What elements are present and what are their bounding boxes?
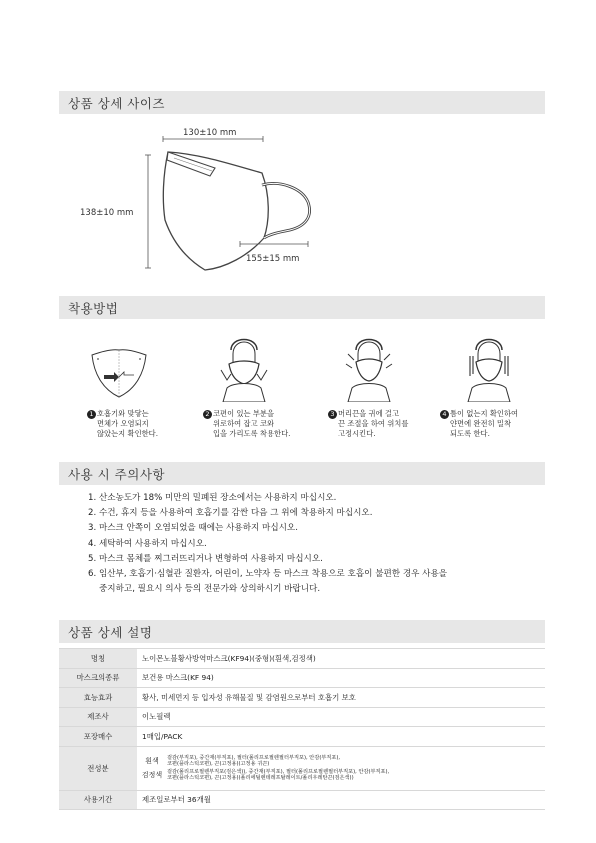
name-value: 노이몬노블황사방역마스크(KF94)(중형)(흰색,검정색)	[137, 649, 545, 669]
step-4-line-1: 틈이 없는지 확인하여	[450, 409, 519, 418]
height-dimension: 138±10 mm	[80, 208, 134, 218]
step-2	[203, 409, 313, 439]
table-row	[59, 649, 545, 669]
size-section-header	[59, 91, 545, 114]
caution-section-title: 사용 시 주의사항	[68, 467, 165, 482]
type-label: 마스크의종류	[59, 668, 137, 688]
detail-section-title: 상품 상세 설명	[68, 625, 153, 640]
step-2-line-2: 위로하여 잡고 코와	[213, 419, 275, 428]
caution-item: 5. 마스크 몸체를 찌그러뜨리거나 변형하여 사용하지 마십시오.	[88, 553, 323, 564]
step-2-line-3: 입을 가리도록 착용한다.	[213, 429, 291, 438]
step-1-line-1: 호흡기와 맞닿는	[97, 409, 149, 418]
black-material-line-2: 코편(플라스틱코편), 끈(고정용)(폴리에틸렌테레프탈레이트/폴리우레탄끈(검은색))	[167, 774, 354, 781]
black-material-line-1: 겉감(폴리프로필렌부직포(검은색)), 중간재(부직포), 필터(폴리프로필렌필터부직포), 안감(부직포),	[167, 768, 390, 775]
type-value: 보건용 마스크(KF 94)	[137, 668, 545, 688]
step-4-line-3: 되도록 한다.	[450, 429, 490, 438]
width-dimension: 130±10 mm	[183, 128, 237, 138]
mask-size-diagram	[130, 130, 350, 280]
caution-item: 6. 임산부, 호흡기·심혈관 질환자, 어린이, 노약자 등 마스크 착용으로 호흡이 불편한 경우 사용을	[88, 569, 448, 580]
detail-section-header	[59, 620, 545, 643]
table-row	[59, 790, 545, 810]
step2-illustration	[213, 330, 275, 402]
step-4-line-2: 얀면에 완전히 밀착	[450, 419, 512, 428]
step-2-line-1: 코편이 있는 부분을	[213, 409, 275, 418]
material-white	[137, 755, 545, 768]
material-value	[137, 746, 545, 790]
material-label: 전성분	[59, 746, 137, 790]
material-black	[137, 769, 545, 782]
table-row	[59, 707, 545, 727]
table-row	[59, 688, 545, 708]
step-3	[328, 409, 438, 439]
step-4	[440, 409, 550, 439]
caution-section-header	[59, 462, 545, 485]
pack-value: 1매입/PACK	[137, 727, 545, 747]
step-3-line-1: 머리끈을 귀에 걸고	[338, 409, 400, 418]
step-1-number: 1	[87, 410, 96, 419]
table-row	[59, 746, 545, 790]
caution-item: 2. 수건, 휴지 등을 사용하여 호흡기를 감싼 다음 그 위에 착용하지 마십시오.	[88, 508, 373, 519]
step-2-number: 2	[203, 410, 212, 419]
usage-section-header	[59, 296, 545, 319]
table-row	[59, 727, 545, 747]
maker-label: 제조사	[59, 707, 137, 727]
table-row	[59, 668, 545, 688]
step-3-line-2: 끈 조절을 하여 위치를	[338, 419, 409, 428]
step3-illustration	[338, 330, 400, 402]
step-3-number: 3	[328, 410, 337, 419]
period-value: 제조일로부터 36개월	[137, 790, 545, 810]
caution-item: 1. 산소농도가 18% 미만의 밀폐된 장소에서는 사용하지 마십시오.	[88, 493, 337, 503]
step-1	[87, 409, 197, 439]
name-label: 명칭	[59, 649, 137, 669]
caution-item: 3. 마스크 안쪽이 오염되었을 때에는 사용하지 마십시오.	[88, 523, 298, 534]
caution-item: 4. 세탁하여 사용하지 마십시오.	[88, 538, 207, 549]
size-section-title: 상품 상세 사이즈	[68, 96, 165, 111]
effect-value: 황사, 미세먼지 등 입자성 유해물질 및 감염원으로부터 호흡기 보호	[137, 688, 545, 708]
ear-loop-dimension: 155±15 mm	[246, 254, 300, 264]
caution-list	[88, 491, 528, 597]
effect-label: 효능효과	[59, 688, 137, 708]
usage-section-title: 착용방법	[68, 301, 119, 316]
step-1-line-3: 않았는지 확인한다.	[97, 429, 159, 438]
step-4-number: 4	[440, 410, 449, 419]
step-1-line-2: 면쳬가 오염되지	[97, 419, 149, 428]
white-label: 흰색	[145, 757, 159, 766]
product-detail-table	[59, 648, 545, 810]
white-material-line-1: 겉감(부직포), 중간재(부직포), 필터(폴리프로필렌필터부직포), 안감(부직포),	[167, 754, 341, 761]
black-label: 검정색	[141, 770, 163, 779]
step4-illustration	[458, 330, 520, 402]
pack-label: 포장매수	[59, 727, 137, 747]
white-material-line-2: 코편(플라스틱코편), 끈(고정용)(고정용 귀끈)	[167, 761, 270, 768]
maker-value: 이노필렉	[137, 707, 545, 727]
caution-item-continuation: 중지하고, 필요시 의사 등의 전문가와 상의하시기 바랍니다.	[99, 584, 321, 595]
step1-illustration	[88, 345, 150, 403]
step-3-line-3: 고정시킨다.	[338, 429, 376, 438]
period-label: 사용기간	[59, 790, 137, 810]
